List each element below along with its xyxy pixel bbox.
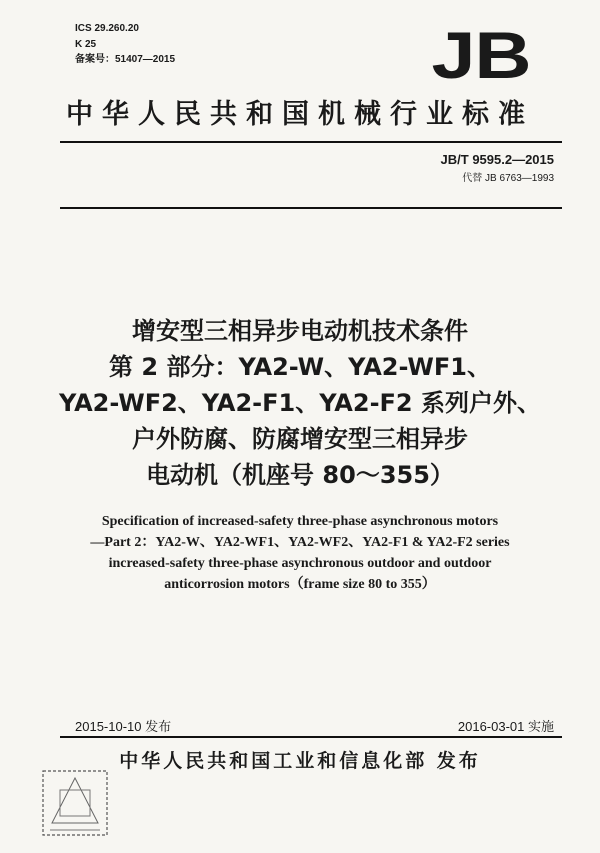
en-title-line-2: —Part 2：YA2-W、YA2-WF1、YA2-WF2、YA2-F1 & YA2-F2 series [90, 535, 510, 550]
cn-title-line-3: YA2-WF2、YA2-F1、YA2-F2 系列户外、 [59, 389, 541, 417]
replaces-code: 代替 JB 6763—1993 [462, 173, 554, 184]
top-divider [60, 141, 562, 143]
bottom-divider [60, 736, 562, 738]
implement-date: 2016-03-01 实施 [457, 719, 554, 734]
standard-code: JB/T 9595.2—2015 [440, 152, 554, 167]
code-divider [60, 207, 562, 209]
cn-title-line-5: 电动机（机座号 80～355） [146, 461, 454, 489]
seal-emblem-icon [40, 768, 110, 838]
ics-code: ICS 29.260.20 [75, 23, 139, 34]
jb-logo: JB [431, 18, 530, 92]
ccs-code: K 25 [75, 39, 97, 50]
en-title-line-1: Specification of increased-safety three-phase asynchronous motors [101, 514, 499, 529]
en-title-line-3: increased-safety three-phase asynchronous outdoor and outdoor [108, 556, 492, 571]
en-title-line-4: anticorrosion motors（frame size 80 to 355） [164, 577, 436, 592]
cn-title-line-4: 户外防腐、防腐增安型三相异步 [132, 425, 468, 453]
cn-title-line-1: 增安型三相异步电动机技术条件 [132, 317, 468, 345]
publish-date: 2015-10-10 发布 [75, 719, 172, 734]
issuing-authority: 中华人民共和国工业和信息化部 发布 [119, 750, 481, 772]
standard-type-title: 中华人民共和国机械行业标准 [66, 99, 534, 130]
filing-number: 备案号：51407—2015 [75, 54, 176, 65]
cn-title-line-2: 第 2 部分：YA2-W、YA2-WF1、 [109, 353, 491, 381]
